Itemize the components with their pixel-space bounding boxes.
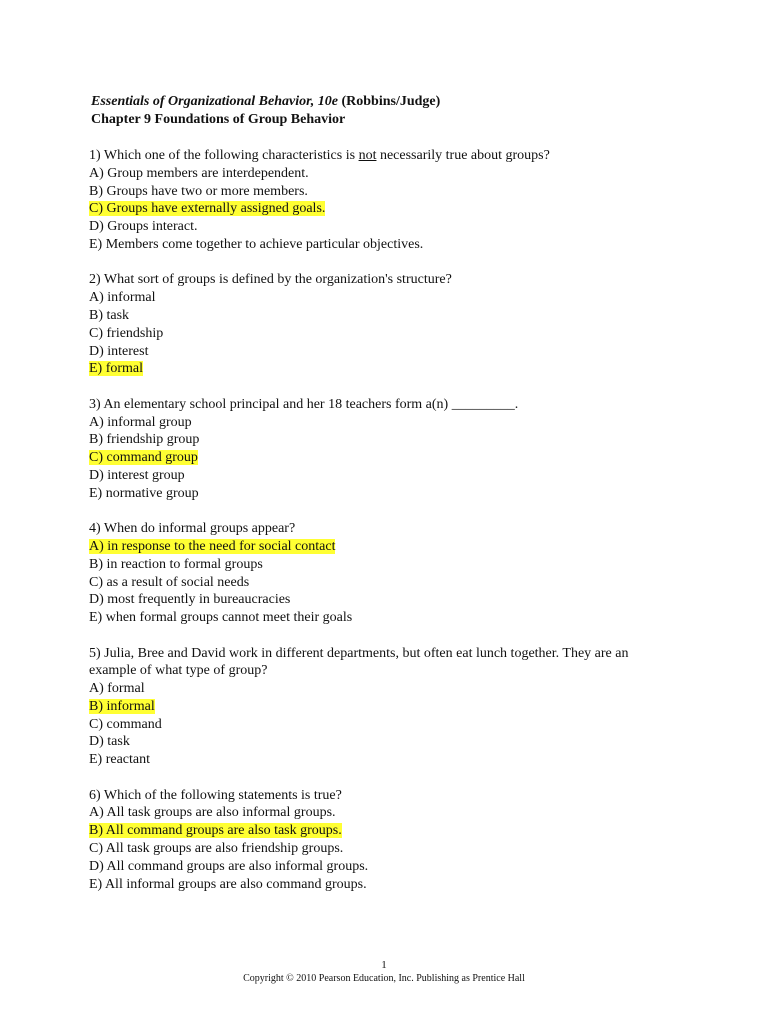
answer-option-correct	[89, 698, 689, 716]
answer-option	[89, 343, 689, 361]
highlighted-answer: C) Groups have externally assigned goals.	[89, 201, 326, 217]
page-number: 1	[381, 959, 387, 971]
book-title-line	[91, 93, 691, 111]
stem-part: necessarily true about groups?	[376, 148, 550, 163]
answer-option	[89, 556, 689, 574]
answer-option	[89, 485, 689, 503]
answer-option	[89, 840, 689, 858]
option-text: B) in reaction to formal groups	[89, 556, 263, 572]
option-text: B) friendship group	[89, 432, 200, 448]
answer-option	[89, 218, 689, 236]
highlighted-answer: C) command group	[89, 450, 198, 466]
answer-option	[89, 804, 689, 822]
option-text: A) informal	[89, 290, 156, 306]
stem-part: 1) Which one of the following characteristics is	[89, 148, 359, 163]
answer-option	[89, 307, 689, 325]
book-title: Essentials of Organizational Behavior, 10e	[91, 94, 338, 109]
question-stem-line-2: example of what type of group?	[89, 663, 268, 679]
answer-option-correct	[89, 449, 689, 467]
question-2	[89, 271, 689, 378]
option-text: D) Groups interact.	[89, 219, 198, 235]
question-stem: 6) Which of the following statements is true?	[89, 787, 342, 803]
highlighted-answer: E) formal	[89, 361, 144, 377]
answer-option	[89, 733, 689, 751]
option-text: D) All command groups are also informal groups.	[89, 858, 369, 874]
answer-option	[89, 289, 689, 307]
option-text: D) interest	[89, 343, 149, 359]
option-text: D) interest group	[89, 467, 185, 483]
option-text: E) All informal groups are also command groups.	[89, 876, 367, 892]
option-text: C) friendship	[89, 325, 164, 341]
option-text: C) command	[89, 716, 162, 732]
answer-option	[89, 591, 689, 609]
answer-option-correct	[89, 200, 689, 218]
question-stem: 2) What sort of groups is defined by the organization's structure?	[89, 272, 452, 288]
stem-underlined-word: not	[358, 148, 377, 163]
book-authors: (Robbins/Judge)	[341, 94, 441, 109]
answer-option	[89, 751, 689, 769]
option-text: A) All task groups are also informal groups.	[89, 805, 336, 821]
page-footer	[0, 958, 768, 986]
answer-option	[89, 574, 689, 592]
answer-option	[89, 325, 689, 343]
highlighted-answer: B) All command groups are also task groups.	[89, 823, 342, 839]
option-text: D) task	[89, 734, 130, 750]
question-stem: 4) When do informal groups appear?	[89, 521, 296, 537]
question-4	[89, 520, 689, 627]
question-list	[89, 147, 689, 911]
option-text: E) reactant	[89, 752, 151, 768]
answer-option	[89, 431, 689, 449]
question-stem-line-1: 5) Julia, Bree and David work in different departments, but often eat lunch together. They are an	[89, 645, 629, 661]
option-text: E) Members come together to achieve particular objectives.	[89, 236, 424, 252]
answer-option	[89, 876, 689, 894]
copyright-notice: Copyright © 2010 Pearson Education, Inc. Publishing as Prentice Hall	[243, 973, 525, 984]
answer-option	[89, 467, 689, 485]
answer-option	[89, 609, 689, 627]
answer-option	[89, 680, 689, 698]
document-header	[91, 93, 691, 129]
question-5	[89, 645, 689, 770]
question-stem: 3) An elementary school principal and her 18 teachers form a(n) _________.	[89, 396, 519, 412]
option-text: E) when formal groups cannot meet their goals	[89, 610, 353, 626]
answer-option	[89, 236, 689, 254]
question-3	[89, 396, 689, 503]
highlighted-answer: B) informal	[89, 698, 155, 714]
question-1	[89, 147, 689, 254]
answer-option	[89, 183, 689, 201]
answer-option	[89, 716, 689, 734]
question-stem	[89, 147, 689, 165]
option-text: C) All task groups are also friendship groups.	[89, 841, 344, 857]
option-text: E) normative group	[89, 485, 199, 501]
option-text: A) Group members are interdependent.	[89, 165, 309, 181]
answer-option-correct	[89, 538, 689, 556]
answer-option-correct	[89, 822, 689, 840]
chapter-title: Chapter 9 Foundations of Group Behavior	[91, 112, 346, 127]
option-text: A) informal group	[89, 414, 192, 430]
question-6	[89, 787, 689, 894]
answer-option	[89, 858, 689, 876]
option-text: A) formal	[89, 681, 145, 697]
option-text: B) Groups have two or more members.	[89, 183, 308, 199]
answer-option	[89, 414, 689, 432]
answer-option-correct	[89, 360, 689, 378]
answer-option	[89, 165, 689, 183]
option-text: C) as a result of social needs	[89, 574, 250, 590]
highlighted-answer: A) in response to the need for social contact	[89, 538, 336, 554]
option-text: D) most frequently in bureaucracies	[89, 592, 291, 608]
option-text: B) task	[89, 307, 130, 323]
